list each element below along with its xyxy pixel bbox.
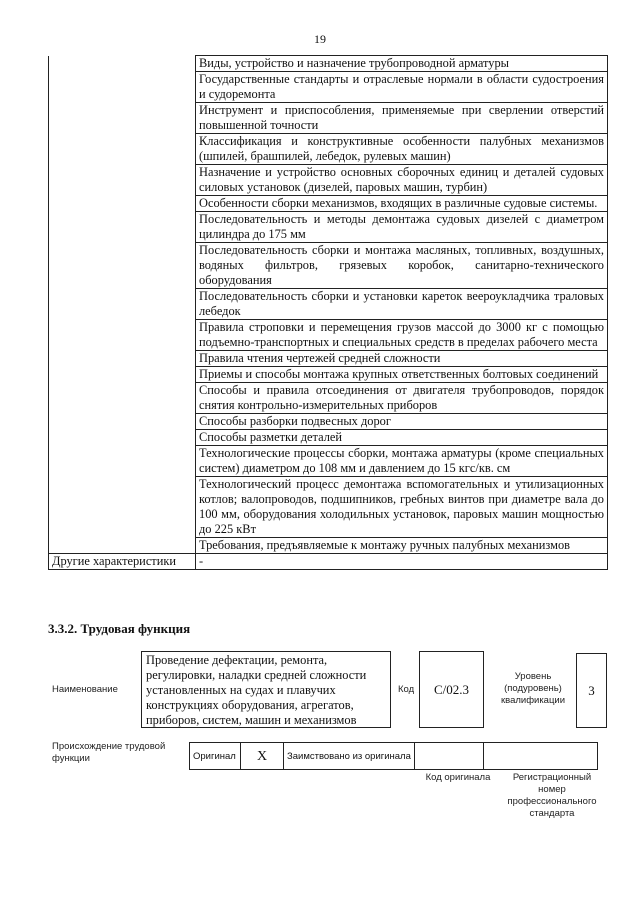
knowledge-item: Классификация и конструктивные особенности палубных механизмов (шпилей, брашпилей, лебедок, рулевых машин) bbox=[196, 134, 608, 165]
knowledge-item: Способы и правила отсоединения от двигателя трубопроводов, порядок снятия контрольно-измерительных приборов bbox=[196, 383, 608, 414]
knowledge-item: Технологический процесс демонтажа вспомогательных и утилизационных котлов; валопроводов, подшипников, гребных винтов при диаметре вала до 100 мм, оборудования холодильных установок, паровых машин мощностью до 225 кВт bbox=[196, 477, 608, 538]
knowledge-item: Требования, предъявляемые к монтажу ручных палубных механизмов bbox=[196, 538, 608, 554]
knowledge-item: Способы разметки деталей bbox=[196, 430, 608, 446]
code-box: С/02.3 bbox=[419, 651, 484, 728]
knowledge-item: Государственные стандарты и отраслевые нормали в области судостроения и судоремонта bbox=[196, 72, 608, 103]
knowledge-item: Приемы и способы монтажа крупных ответственных болтовых соединений bbox=[196, 367, 608, 383]
origin-table bbox=[189, 742, 598, 770]
knowledge-item: Особенности сборки механизмов, входящих в различные судовые системы. bbox=[196, 196, 608, 212]
origin-label: Происхождение трудовой функции bbox=[52, 741, 166, 764]
other-characteristics-row bbox=[49, 554, 608, 570]
knowledge-item: Последовательность сборки и установки кареток веероукладчика траловых лебедок bbox=[196, 289, 608, 320]
reg-number-label: Регистрационный номер профессионального стандарта bbox=[507, 772, 597, 819]
name-label: Наименование bbox=[52, 684, 118, 695]
knowledge-item: Правила чтения чертежей средней сложности bbox=[196, 351, 608, 367]
level-box: 3 bbox=[576, 653, 607, 728]
knowledge-item: Технологические процессы сборки, монтажа арматуры (кроме специальных систем) диаметром до 108 мм и давлением до 15 кгс/кв. см bbox=[196, 446, 608, 477]
knowledge-item: Правила строповки и перемещения грузов массой до 3000 кг с помощью подъемно-транспортных и специальных средств в пределах рабочего места bbox=[196, 320, 608, 351]
page-number: 19 bbox=[314, 32, 326, 46]
level-label: Уровень (подуровень) квалификации bbox=[500, 671, 566, 706]
knowledge-table bbox=[48, 55, 608, 570]
code-original-label: Код оригинала bbox=[425, 772, 491, 783]
function-name-box: Проведение дефектации, ремонта, регулировки, наладки средней сложности установленных на судах и плавучих конструкциях оборудования, агрегатов, приборов, систем, машин и механизмов bbox=[141, 651, 391, 728]
knowledge-item: Назначение и устройство основных сборочных единиц и деталей судовых силовых установок (дизелей, паровых машин, турбин) bbox=[196, 165, 608, 196]
original-mark: X bbox=[241, 743, 284, 770]
knowledge-item: Инструмент и приспособления, применяемые при сверлении отверстий повышенной точности bbox=[196, 103, 608, 134]
knowledge-item: Виды, устройство и назначение трубопроводной арматуры bbox=[196, 56, 608, 72]
borrowed-label: Заимствовано из оригинала bbox=[284, 743, 415, 770]
knowledge-item: Способы разборки подвесных дорог bbox=[196, 414, 608, 430]
code-label: Код bbox=[398, 684, 415, 695]
other-characteristics-value: - bbox=[196, 554, 608, 570]
code-original-cell bbox=[415, 743, 484, 770]
section-heading: 3.3.2. Трудовая функция bbox=[48, 621, 191, 636]
other-characteristics-label: Другие характеристики bbox=[49, 554, 196, 570]
reg-number-cell bbox=[484, 743, 598, 770]
knowledge-item: Последовательность и методы демонтажа судовых дизелей с диаметром цилиндра до 175 мм bbox=[196, 212, 608, 243]
original-label: Оригинал bbox=[190, 743, 241, 770]
row-header-cell bbox=[49, 56, 196, 554]
knowledge-item: Последовательность сборки и монтажа масляных, топливных, воздушных, водяных фильтров, грязевых коробок, санитарно-технического оборудования bbox=[196, 243, 608, 289]
table-row bbox=[49, 56, 608, 72]
